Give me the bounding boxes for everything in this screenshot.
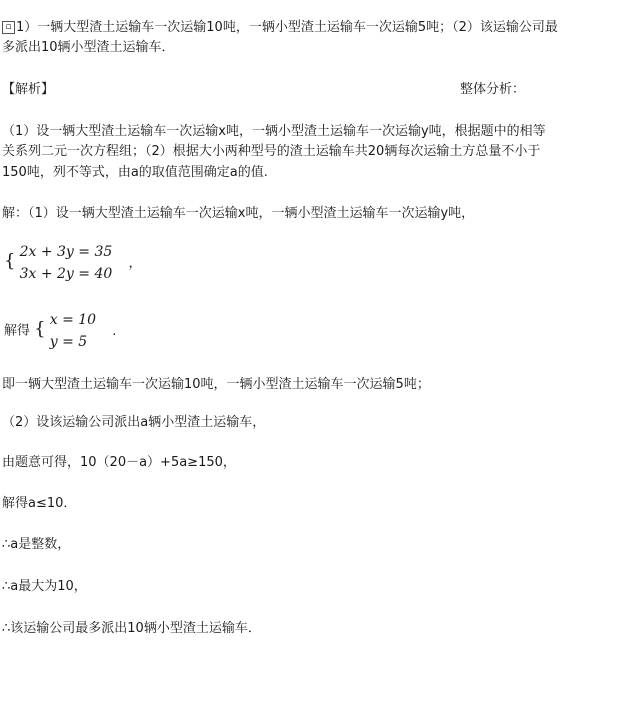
solution-line-4: 由题意可得，10（20－a）+5a≥150，: [2, 455, 236, 470]
brace-1: {: [4, 250, 16, 272]
system2-eq1: x = 10: [49, 312, 97, 328]
solution-line-3: （2）设该运输公司派出a辆小型渣土运输车，: [2, 415, 266, 430]
analysis-line-1: （1）设一辆大型渣土运输车一次运输x吨，一辆小型渣土运输车一次运输y吨，根据题中的相等: [2, 124, 546, 139]
system2-eq2: y = 5: [49, 334, 88, 350]
answer-line-2: 多派出10辆小型渣土运输车．: [2, 40, 175, 55]
solution-line-7: ∴a最大为10，: [2, 579, 87, 594]
solution-line-2: 即一辆大型渣土运输车一次运输10吨，一辆小型渣土运输车一次运输5吨；: [2, 377, 430, 392]
system2-tail: .: [112, 323, 117, 339]
equation-system-1: [4, 241, 141, 285]
analysis-label: 【解析】: [2, 82, 55, 97]
analysis-line-2: 关系列二元一次方程组；（2）根据大小两种型号的渣土运输车共20辆每次运输土方总量不小于: [2, 144, 541, 159]
solution-line-6: ∴a是整数，: [2, 537, 71, 552]
system1-eq2: 3x + 2y = 40: [19, 266, 113, 282]
brace-2: {: [34, 318, 46, 340]
solution-system: [4, 309, 116, 353]
overall-analysis-label: 整体分析：: [460, 82, 526, 97]
system1-eq1: 2x + 3y = 35: [19, 244, 113, 260]
solution-line-5: 解得a≤10．: [2, 496, 77, 511]
answer-line-1: [2, 18, 558, 38]
answer-text-1: 1）一辆大型渣土运输车一次运输10吨，一辆小型渣土运输车一次运输5吨；（2）该运输公司最: [16, 20, 558, 35]
solution-line-8: ∴该运输公司最多派出10辆小型渣土运输车．: [2, 621, 261, 636]
solution-line-1: 解：（1）设一辆大型渣土运输车一次运输x吨，一辆小型渣土运输车一次运输y吨，: [2, 206, 475, 221]
image-placeholder-icon: ▫: [2, 21, 15, 34]
system1-tail: ，: [128, 255, 142, 271]
solve-label: 解得: [4, 323, 31, 339]
analysis-line-3: 150吨，列不等式，由a的取值范围确定a的值.: [2, 165, 268, 180]
